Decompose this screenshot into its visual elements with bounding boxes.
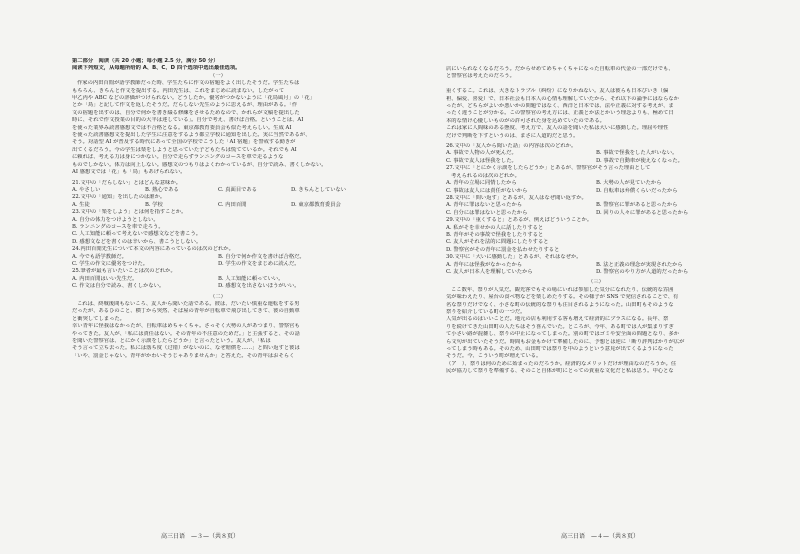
passage-1 — [72, 80, 364, 176]
section-1-title: （一） — [210, 72, 226, 79]
answer-option: A. 自分の体力をつけようとしない。 — [72, 216, 159, 223]
answer-option: D. 学生の作文をまじめに読んだ。 — [218, 260, 300, 267]
footer-right: 高三日语 —４—（共８页） — [560, 533, 639, 540]
text-line: 文の宿題を出すのは、自分で何かを書き綴る修練をさせるためなので、かれらが文稿を提出した — [72, 109, 300, 116]
text-line: 祭りを紹介している町の一つだ。 — [446, 309, 526, 315]
answer-option: A. 生徒 — [72, 201, 90, 208]
text-line: そうだ。今、こういう町が増えている。 — [446, 353, 542, 360]
answer-option: A. 事故で人物の人が死んだ。 — [446, 150, 517, 157]
question-23 — [72, 209, 364, 246]
answer-option: C. 人工知能に頼って考えないで感想文などを書こう。 — [72, 231, 202, 238]
question-25 — [72, 268, 364, 290]
text-line: そう。対話型 AI が普及する時代にあって全国の学校でこうした「AI 宿題」を警戒する動きが — [72, 139, 296, 146]
text-line: りを続けてきた山田町の人たちはそう喜んでいた。ところが、今年、ある町では人が集まりすぎ — [446, 323, 674, 330]
answer-option: A. 内田百閒はいい先生だ。 — [72, 275, 138, 282]
question-26 — [446, 143, 746, 165]
question-stem: 27.文中に「とにかく示談をしたらどうか」とあるが、警察官がそう言った理由として — [446, 165, 651, 172]
option-row — [446, 202, 746, 209]
text-line: 甲乙丙や ABC などの評価がつけられない。どうしたか。優劣がつかないように「花鳥風月」の「花」 — [72, 95, 316, 102]
text-line: ここ数年、祭りが人気だ。観光客でもその場にいれば参加した気分になれたり、伝統的な雰囲 — [451, 286, 674, 293]
answer-option: C. 作文は自分で読み、書くしかない。 — [72, 283, 165, 290]
text-line: ものでしかない。体力は向上しない。感想文のつもりはよくわかっているが、自分で読み、書くしかない。 — [72, 161, 327, 168]
question-30 — [446, 254, 746, 276]
right-column — [446, 66, 746, 376]
question-stem-cont: 考えられるのは次のどれか。 — [451, 172, 520, 179]
answer-option: B. 警察官に罪があると思ったから — [596, 202, 678, 209]
option-row — [446, 210, 746, 217]
text-line: だけで判断を下すというのは、まさに人道的だと思う。 — [446, 132, 579, 139]
answer-option: D. 自転車は弁償くらいだったから — [596, 187, 678, 194]
text-line: 時に、それで作文授業の目的の大半は達している」。自分で考え、書けば合格。ということは、AI — [72, 117, 304, 124]
instruction: 阅读下列短文，从每题所给的 A、B、C、D 四个选项中选出最佳选项。 — [72, 65, 241, 72]
option-row — [446, 225, 746, 232]
question-27 — [446, 165, 746, 195]
option-row — [446, 150, 746, 157]
text-line: （ア ）、祭りは何のために始まったのだろうか。経済的なメリットだけが理由なのだろうか。住 — [446, 360, 677, 367]
text-line: 名な祭りだけでなく、小さな町の伝統的な祭りも注目されるようになった。山田町もそのような — [446, 301, 674, 308]
answer-option: C. 内田百閒 — [218, 201, 247, 208]
text-line: に頼れば、考える力は身につかない。自分で走らずランニングのコースを車で走るような — [72, 154, 284, 161]
text-line: やってきた。友人が、「私には責任はない。その青年の不注意のためだ。」と主張すると、その話 — [72, 330, 300, 337]
option-row — [446, 269, 746, 276]
text-line: て小さい路が混雑し、祭りの中止になってしまった。別の町ではゴミや安全面の問題となり、多か — [446, 331, 680, 338]
question-stem: 30.文中に「大いに感動した」とあるが、それはなぜか。 — [446, 254, 582, 261]
option-row — [446, 188, 746, 195]
text-line: ら文句が出ていたそうだ。時間もお金もかけて準備したのに、予想とは逆に「断り評判ばかりが広が — [446, 338, 685, 345]
text-line: 人気が出るのはいいことだ。地元の店も利用する客も増えて経済的にプラスになる。長年、祭 — [446, 316, 669, 323]
answer-option: C. 友人が日本人を理解していたから — [446, 268, 533, 275]
question-24 — [72, 246, 364, 268]
question-29 — [446, 217, 746, 254]
question-21 — [72, 180, 364, 195]
answer-option: C. 事故で友人は怪我をした。 — [446, 157, 517, 164]
option-row — [72, 217, 364, 224]
option-row — [72, 283, 364, 290]
answer-option: B. 人工知能に頼っていい。 — [218, 275, 284, 282]
answer-option: C. 真面目である — [218, 186, 258, 193]
footer-left: 高三日语 —３—（共８页） — [160, 533, 239, 540]
option-row — [72, 231, 364, 238]
option-row — [446, 158, 746, 165]
question-stem: 26.文中の「友人から聞いた話」の内容は次のどれか。 — [446, 143, 577, 150]
section-3-title: （三） — [588, 279, 604, 286]
answer-option: B. 自分で何か作文を書けば合格だ。 — [218, 253, 305, 260]
text-line: だったが、あるひのこと、横丁から突然、そば屋の青年が自転車で飛び出してきて、彼の自動車 — [72, 308, 300, 315]
text-line: と衝突してしまった。 — [72, 315, 125, 322]
text-line: 幸い青年に怪我はなかったが、自転車はめちゃくちゃ。さっそく大勢の人があつまり、警察官も — [72, 323, 300, 330]
option-row — [446, 180, 746, 187]
question-22 — [72, 194, 364, 209]
answer-option: C. 事故は友人には責任がないから — [446, 187, 528, 194]
answer-option: A. 青年に罪はないと思ったから — [446, 202, 523, 209]
answer-option: D. 警察官のやり方が人道的だったから — [596, 268, 689, 275]
answer-option: A. 今でも語学教師だ。 — [72, 253, 127, 260]
text-line: 気が味わえたり、屋台の食べ物などを楽しめたりする。その様子が SNS で発信されることで、有 — [446, 294, 679, 301]
text-line: 作家の内田百閒が語学教師だった時、学生たちに作文の宿題をよく出したそうだ。学生たちは — [77, 80, 300, 87]
answer-option: B. 学校 — [145, 201, 163, 208]
answer-option: D. 感想文を出さないほうがいい。 — [218, 283, 300, 290]
question-stem: 21.文中の「だらしない」とはどんな意味か。 — [72, 179, 182, 186]
text-line: と警察官は考えたのだろう。 — [446, 73, 515, 80]
answer-option: D. 回りの人々に罪があると思ったから — [596, 209, 689, 216]
answer-option: B. 大勢の人が見ていたから — [596, 180, 662, 187]
question-stem: 24.内田百閒先生について本文の内容にあっているのは次のどれか。 — [72, 246, 234, 253]
text-line: を使った読書感想文を提出した学生に注意をするよう都立学校に通知を出した。実に当然であるが、 — [72, 132, 311, 139]
option-row — [72, 239, 364, 246]
option-row — [72, 187, 364, 194]
passage-3 — [446, 287, 746, 376]
answer-option: C. 友人がそれを法的に問題にしたりすると — [446, 239, 549, 246]
option-row — [72, 202, 364, 209]
left-column — [72, 58, 364, 360]
option-row — [446, 262, 746, 269]
passage-2 — [72, 301, 364, 360]
text-line: を使った業界み読書感想文では不合格となる。東京都教育委員会も似た考えらしい。生成 AI — [72, 124, 292, 131]
answer-option: D. 事故で自動車が使えなくなった。 — [596, 157, 683, 164]
text-line: AI 感想文では「花」も「鳥」もあげられない。 — [72, 169, 186, 176]
text-line: 店にいられなくなるだろう。だからせめてめちゃくちゃになった自転車の代金の一部だけでも、 — [446, 66, 674, 72]
right-page — [400, 0, 800, 554]
option-row — [446, 239, 746, 246]
text-line: そう言って立ち去った。私には落ち度（过错）がないのに、なぜ賠償を……」と問い返すと彼は — [72, 345, 300, 352]
answer-option: B. 事故で怪我をした人がいない。 — [596, 150, 678, 157]
option-row — [446, 247, 746, 254]
part-heading: 第二部分 阅读（共 20 小题；每小题 2.5 分，满分 50 分） — [72, 58, 219, 64]
answer-option: B. ランニングのコースを車で走ろう。 — [72, 223, 164, 230]
passage-2-continued — [446, 66, 746, 140]
question-stem: 25.筆者が最も言いたいことは次のどれか。 — [72, 268, 176, 275]
answer-option: C. 自分には罪はないと思ったから — [446, 209, 528, 216]
question-stem: 28.文中に「問い返す」とあるが、友人はなぜ聞い返すか。 — [446, 194, 587, 201]
option-row — [72, 261, 364, 268]
answer-option: A. 青年の立場に同情したから — [446, 180, 517, 187]
text-line: 袒、偏爱、喜爱）で、日本社会も日本人の心情も理解していたから、それ以下の論争にはならなか — [446, 95, 679, 102]
answer-option: D. きちんとしていない — [291, 186, 347, 193]
answer-option: D. 感想文などを書くのは辛いから、書こうとしない。 — [72, 238, 202, 245]
answer-option: A. 青年には怪我がなかったから — [446, 261, 523, 268]
text-line: 重くするこ。これは、大きなトラブル（纠纷）になりかねない。友人は彼らも日本びいき（偏 — [446, 88, 669, 95]
question-stem: 22.文中の「通知」を出したのは誰か。 — [72, 194, 166, 201]
text-line — [446, 81, 746, 88]
answer-option: B. 法と正義の理念が実現されたから — [596, 261, 683, 268]
text-line: を聞いた警察官は、とにかく示談をしたらどうか」と言ったという。友人が、「私は — [72, 338, 271, 345]
text-line: 民が協力して祭りを準備する、そのこと自体が町にとっての貴重な文化だと私は思う。中心とな — [446, 368, 674, 375]
answer-option: D. 警察官がその青年に罰金を払わせたりすると — [446, 246, 560, 253]
text-line: これは家に人間味のある態度、考え方で、友人の話を聞いた私は大いに感動した。理屈や理性 — [446, 125, 669, 132]
section-2-title: （二） — [210, 293, 226, 300]
answer-option: B. 熱心である — [145, 186, 179, 193]
text-line: ったが、どちらがよいか悪いかの問題ではなく、西洋と日本では、法や正義に対する考えが、ま — [446, 103, 674, 110]
answer-option: A. 私がそを幸せかの人に話したりすると — [446, 224, 544, 231]
question-28 — [446, 195, 746, 217]
answer-option: A. やさしい — [72, 186, 101, 193]
text-line: もちろん、きちんと作文を提出する。内田先生は、これをまじめに読まない。したがって — [72, 87, 285, 94]
answer-option: B. 青年がその事故で怪我をしたりすると — [446, 231, 544, 238]
question-stem: 29.文中の「重くすると」とあるが、例えばどういうことか。 — [446, 217, 593, 224]
answer-option: D. 東京都教育委員会 — [291, 201, 341, 208]
text-line: 「いや、罰金じゃない。青年がかわいそうじゃありませんか」と答えた。その青年はおそらく — [72, 352, 295, 359]
option-row — [72, 254, 364, 261]
text-line: 本的な情け心優しいものがの許可された身を込めていたのである。 — [446, 117, 605, 124]
text-line: これは、終戦後間もないころ、友人から聞いた話である。彼は、だいたい慎重な運転をする男 — [77, 301, 300, 307]
text-line: ってしまう時もある。そのため、山田町では祭りを中のようという意見が出てくるようになった — [446, 346, 674, 353]
text-line: 出てくるだろう。今の学生は楽をしようと思っていた子どもたちは慌てているか。それでも AI — [72, 146, 297, 153]
text-line: とか「鳥」と記して作文を返したそうだ。だらしない先生のように思えるが、理由がある。「作 — [72, 102, 298, 109]
answer-option: C. 学生の作文に優劣をつけた。 — [72, 260, 149, 267]
question-stem: 23.文中の「楽をしよう」とは何を指すことか。 — [72, 209, 187, 216]
text-line: ったく違うことが分かる。この警察官の考え方には、正義とか法とかいう理念よりも、極めて日 — [446, 110, 674, 117]
